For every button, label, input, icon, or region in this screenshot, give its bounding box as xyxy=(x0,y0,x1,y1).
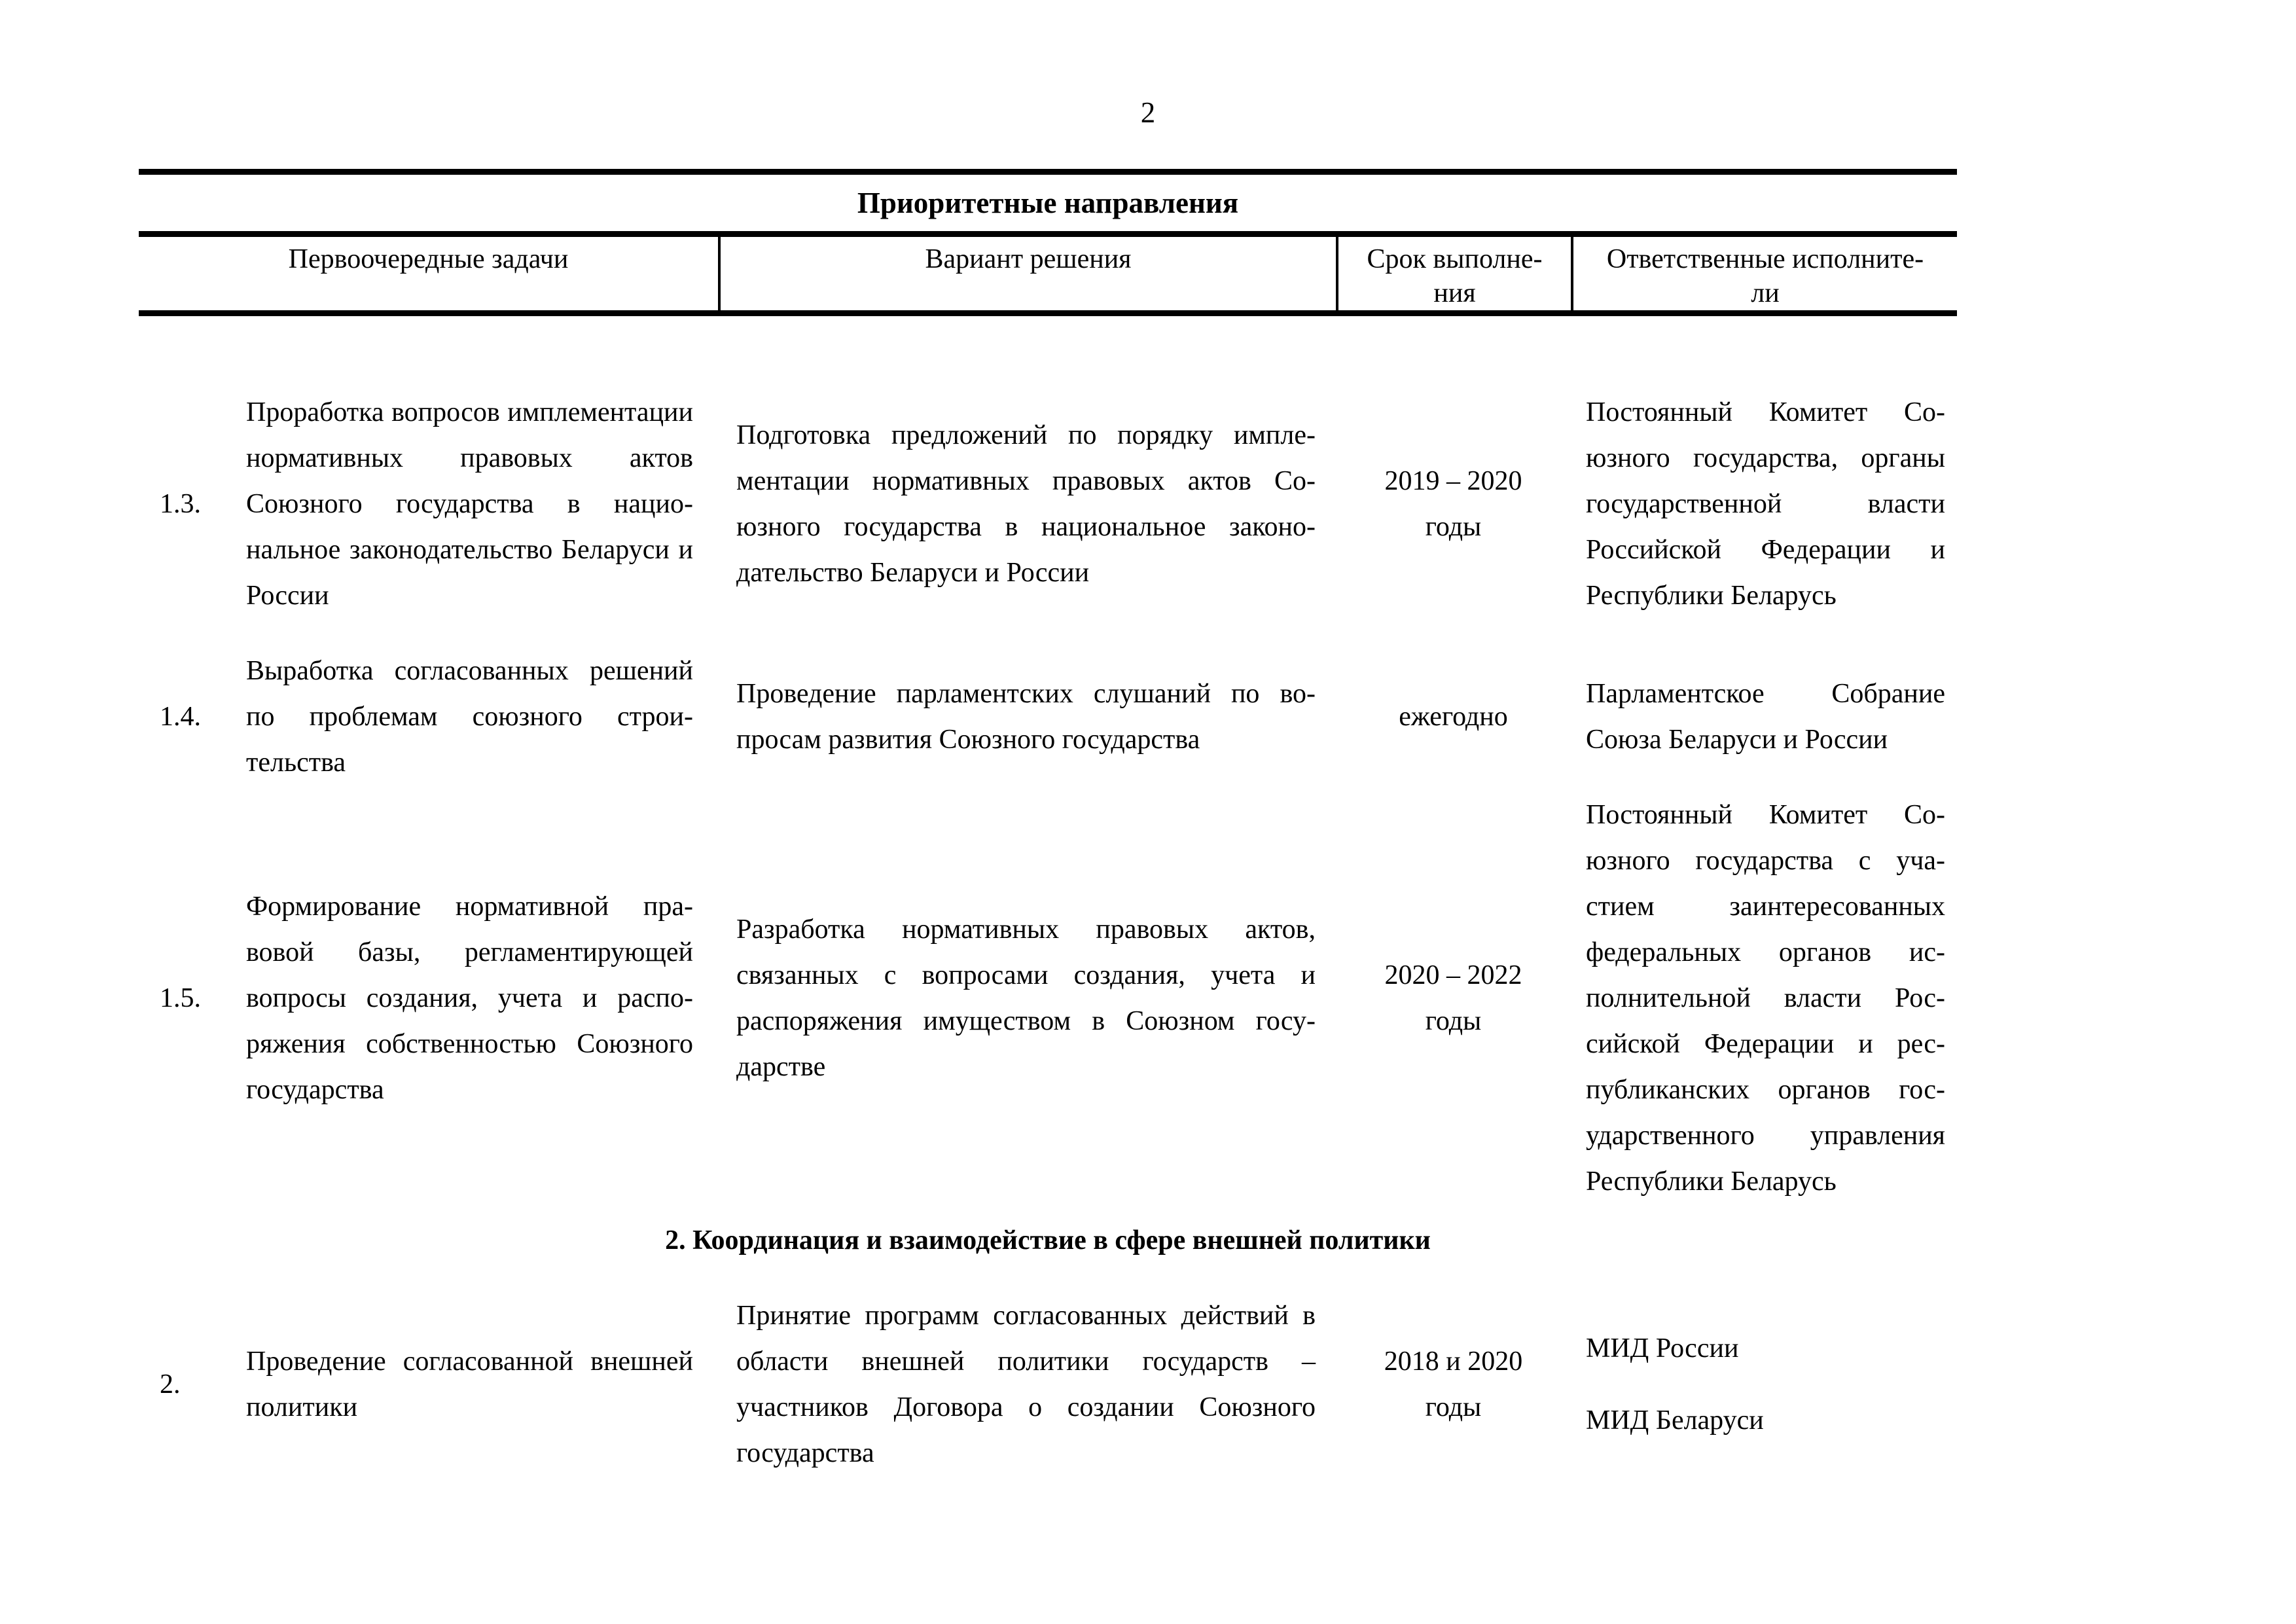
responsible-line: МИД России xyxy=(1586,1333,1739,1363)
task-cell: Проработка вопросов имплементации нормативных правовых актов Союзного государства в национальное законодательство Беларуси и России xyxy=(246,397,693,611)
responsible-cell: Парламентское Собрание Союза Беларуси и России xyxy=(1586,679,1945,755)
responsible-cell: Постоянный Комитет Союзного государства с участием заинтересованных федеральных органов исполнительной власти Российской Федерации и республиканских органов государственного управления Республики Беларусь xyxy=(1586,800,1945,1197)
table-title: Приоритетные направления xyxy=(857,187,1239,219)
task-cell: Формирование нормативной правовой базы, регламентирующей вопросы создания, учета и распоряжения собственностью Союзного государства xyxy=(246,892,693,1105)
task-cell: Выработка согласованных решений по проблемам союзного строительства xyxy=(246,656,693,778)
row-number: 1.3. xyxy=(160,489,201,519)
responsible-cell: Постоянный Комитет Союзного государства, органы государственной власти Российской Федерации и Республики Беларусь xyxy=(1586,397,1945,611)
page-number: 2 xyxy=(1140,96,1156,129)
table-top-rule xyxy=(139,169,1957,175)
responsible-cell xyxy=(1571,1326,1957,1443)
term-cell: 2018 и 2020 годы xyxy=(1384,1346,1523,1422)
table-header-bottom-rule xyxy=(139,310,1957,316)
responsible-line: МИД Беларуси xyxy=(1586,1405,1764,1435)
table-row xyxy=(139,648,1957,785)
priorities-table xyxy=(139,169,1957,1476)
table-row xyxy=(139,389,1957,619)
row-number: 1.4. xyxy=(160,702,201,732)
solution-cell: Разработка нормативных правовых актов, связанных с вопросами создания, учета и распоряжения имуществом в Союзном государстве xyxy=(736,914,1316,1082)
term-cell: ежегодно xyxy=(1399,702,1508,732)
row-number: 1.5. xyxy=(160,983,201,1013)
solution-cell: Проведение парламентских слушаний по вопросам развития Союзного государства xyxy=(736,679,1316,755)
table-row xyxy=(139,1293,1957,1476)
term-cell: 2019 – 2020 годы xyxy=(1384,466,1522,542)
solution-cell: Подготовка предложений по порядку имплементации нормативных правовых актов Союзного государства в национальное законодательство Беларуси и России xyxy=(736,420,1316,588)
section-heading: 2. Координация и взаимодействие в сфере внешней политики xyxy=(665,1225,1431,1255)
solution-cell: Принятие программ согласованных действий в области внешней политики государств – участников Договора о создании Союзного государства xyxy=(736,1301,1316,1468)
table-row xyxy=(139,792,1957,1204)
column-header-tasks: Первоочередные задачи xyxy=(288,244,569,274)
term-cell: 2020 – 2022 годы xyxy=(1384,960,1522,1036)
table-header-row xyxy=(139,237,1957,310)
task-cell: Проведение согласованной внешней политики xyxy=(246,1346,693,1422)
column-header-solution: Вариант решения xyxy=(718,237,1336,310)
column-header-term: Срок выполне- ния xyxy=(1336,237,1571,310)
row-number: 2. xyxy=(160,1369,181,1399)
table-title-bottom-rule xyxy=(139,231,1957,237)
column-header-responsible: Ответственные исполните- ли xyxy=(1571,237,1957,310)
